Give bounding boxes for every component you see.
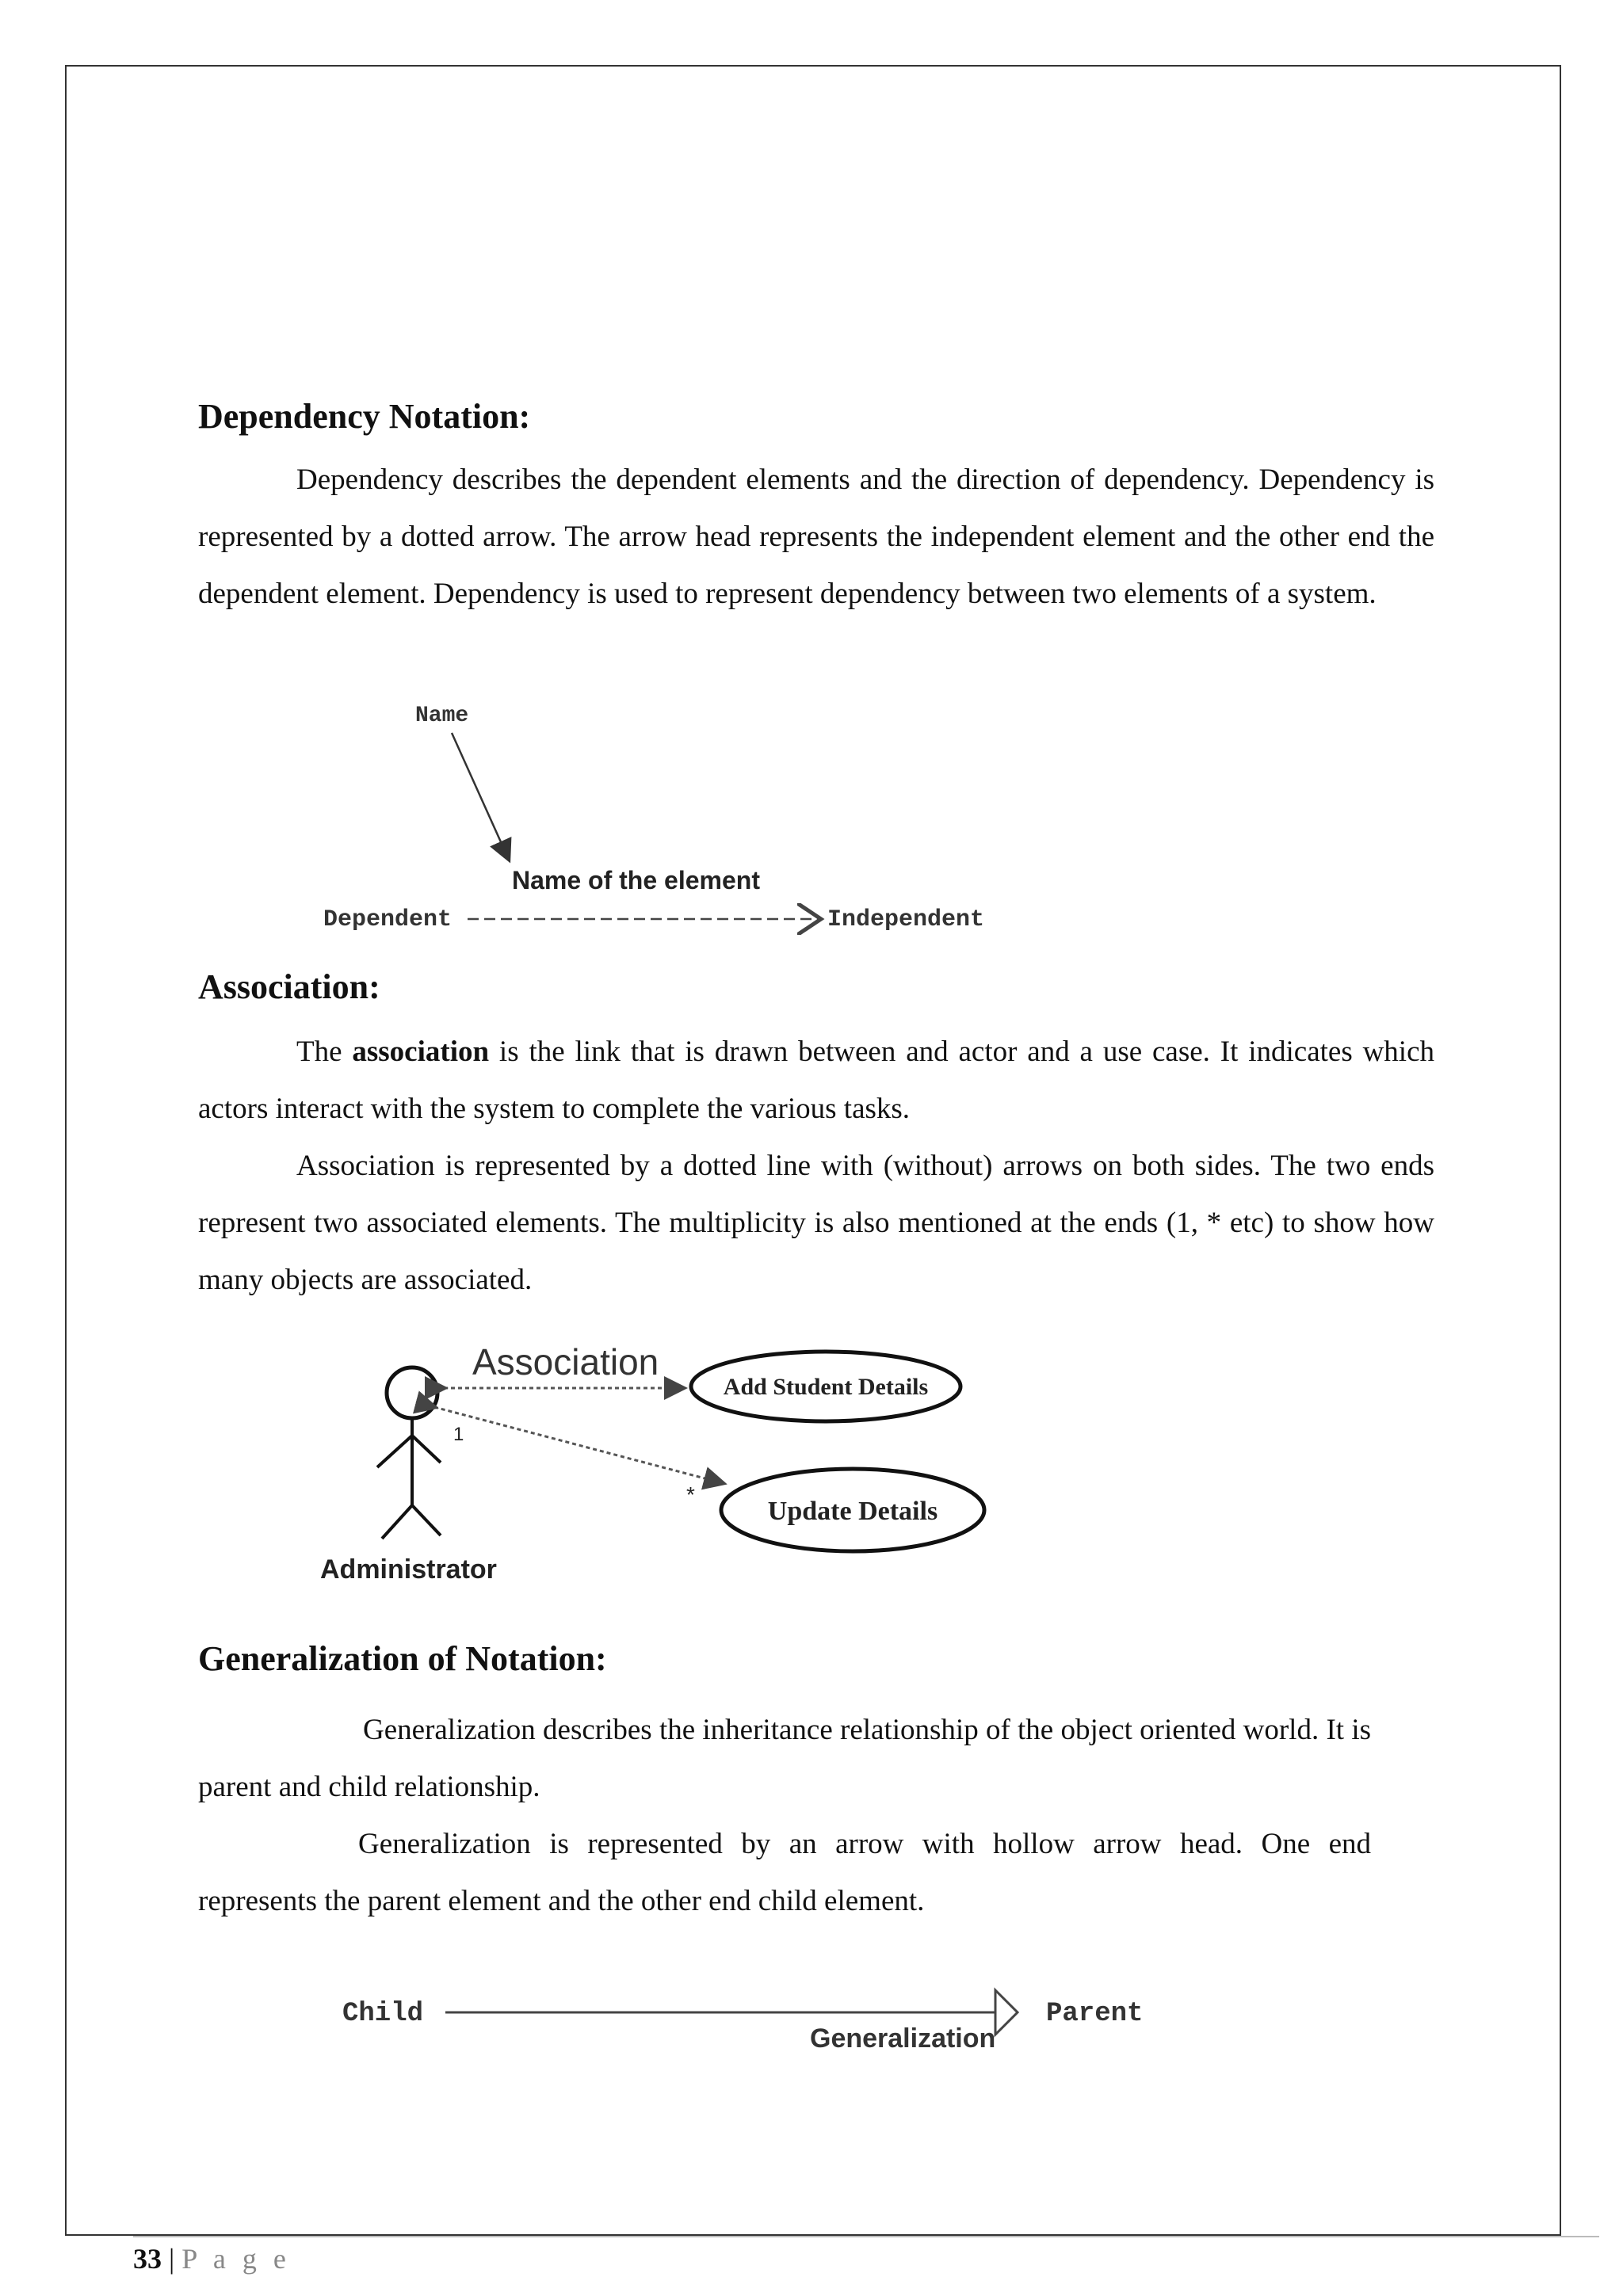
association-label: Association bbox=[472, 1341, 659, 1383]
assoc-p1-pre: The bbox=[296, 1035, 353, 1068]
assoc-p1-post: is the link that is drawn between and actor and a use case. It indicates which actors interact with the system to complete the various tasks. bbox=[198, 1035, 1434, 1125]
page-footer bbox=[133, 2242, 291, 2275]
child-label: Child bbox=[342, 1999, 424, 2029]
name-label: Name bbox=[415, 704, 469, 728]
multiplicity-one: 1 bbox=[453, 1424, 464, 1445]
paragraph-generalization-2: Generalization is represented by an arrow with hollow arrow head. One end represents the parent element and the other end child element. bbox=[198, 1828, 1371, 1917]
paragraph-generalization-1: Generalization describes the inheritance relationship of the object oriented world. It is parent and child relationship. bbox=[198, 1714, 1371, 1803]
element-label: Name of the element bbox=[512, 866, 760, 894]
dependent-label: Dependent bbox=[323, 906, 453, 933]
page-number: 33 bbox=[133, 2243, 162, 2275]
heading-association: Association: bbox=[198, 967, 380, 1006]
actor-label: Administrator bbox=[320, 1554, 497, 1585]
assoc-p1-bold: association bbox=[352, 1035, 490, 1068]
usecase-update-details-label: Update Details bbox=[767, 1497, 938, 1526]
parent-label: Parent bbox=[1046, 1999, 1144, 2029]
page-word: P a g e bbox=[181, 2243, 291, 2275]
usecase-add-student-details-label: Add Student Details bbox=[723, 1374, 929, 1400]
paragraph-association-2: Association is represented by a dotted line with (without) arrows on both sides. The two ends represent two associated elements. The multiplicity is also mentioned at the ends (1, * etc) to show how many objects are associated. bbox=[198, 1150, 1434, 1296]
footer-rule bbox=[133, 2236, 1599, 2237]
heading-dependency-notation: Dependency Notation: bbox=[198, 397, 531, 436]
generalization-label: Generalization bbox=[810, 2023, 996, 2054]
heading-generalization: Generalization of Notation: bbox=[198, 1639, 607, 1678]
independent-label: Independent bbox=[827, 906, 985, 933]
paragraph-dependency: Dependency describes the dependent elements and the direction of dependency. Dependency is represented by a dotted arrow. The arrow head represents the independent element and the other end the dependent element. Dependency is used to represent dependency between two elements of a system. bbox=[198, 463, 1434, 610]
page-separator: | bbox=[169, 2243, 175, 2275]
multiplicity-many: * bbox=[686, 1482, 695, 1507]
hollow-arrow-head bbox=[995, 1990, 1018, 2035]
